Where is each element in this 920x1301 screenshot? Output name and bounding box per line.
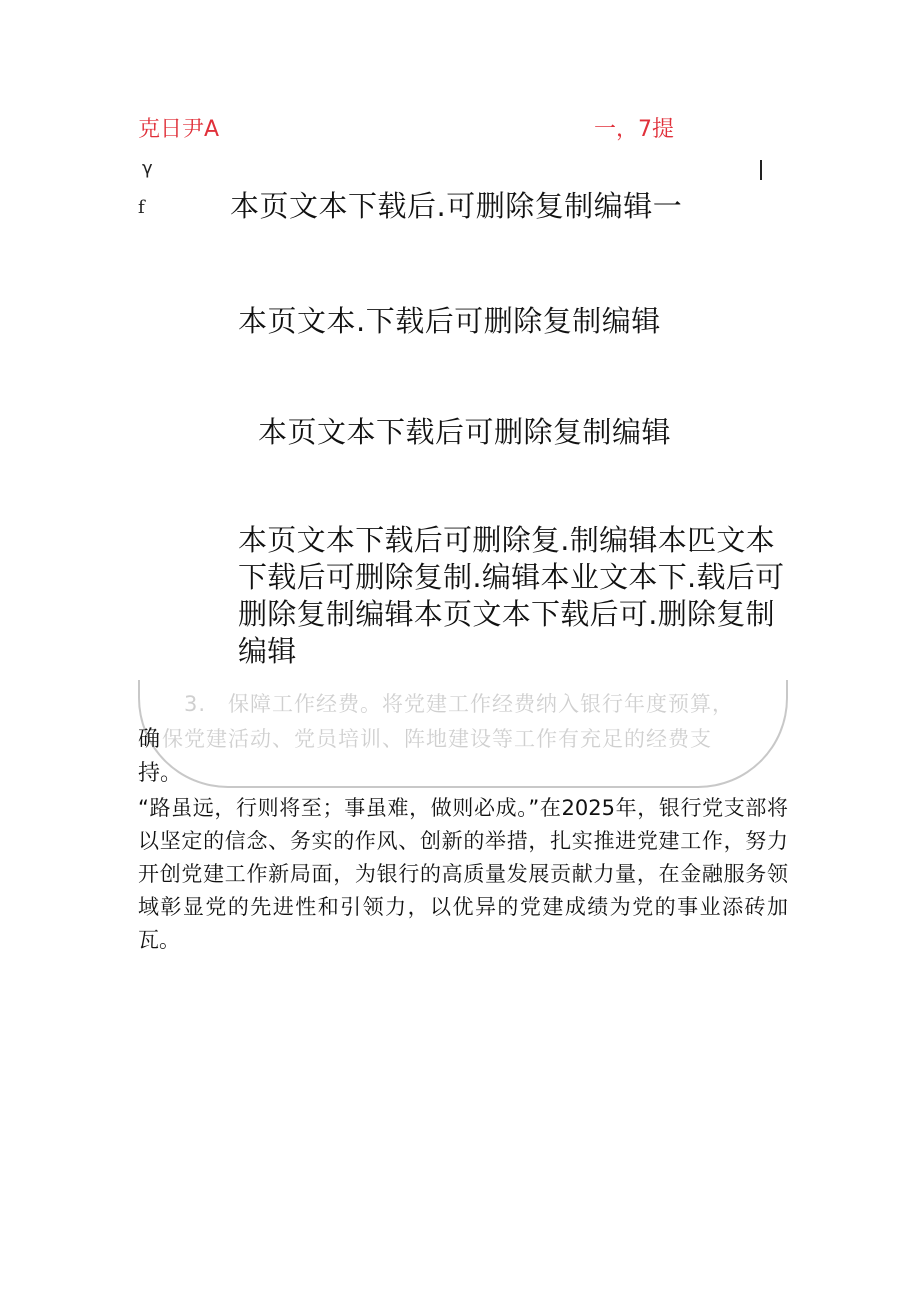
header-right-mark: 一，7提 xyxy=(594,117,674,142)
watermark-paragraph: 本页文本下载后可删除复.制编辑本匹文本下载后可删除复制.编辑本业文本下.载后可删除复制编辑本页文本下载后可.删除复制编辑 xyxy=(238,523,785,668)
closing-paragraph: “路虽远，行则将至；事虽难，做则必成。”在2025年，银行党支部将以坚定的信念、务实的作风、创新的举措，扎实推进党建工作，努力开创党建工作新局面，为银行的高质量发展贡献力量，在金融服务领域彰显党的先进性和引领力，以优异的党建成绩为党的事业添砖加瓦。 xyxy=(138,796,788,952)
faded-line-2: 保党建活动、党员培训、阵地建设等工作有充足的经费支 xyxy=(162,727,712,751)
watermark-banner-1: 本页文本下载后.可删除复制编辑一 xyxy=(230,189,683,223)
faded-line-1: 3. 保障工作经费。将党建工作经费纳入银行年度预算， xyxy=(184,692,735,716)
faded-line-2-first-char: 确 xyxy=(138,727,161,752)
watermark-banner-2: 本页文本.下载后可删除复制编辑 xyxy=(238,304,661,338)
f-mark: f xyxy=(138,197,145,218)
faded-section xyxy=(138,680,788,788)
gamma-mark: γ xyxy=(142,158,153,179)
faded-line-3: 持。 xyxy=(138,761,183,786)
header-left-mark: 克日尹A xyxy=(138,117,220,142)
vertical-tick-mark xyxy=(760,160,762,180)
watermark-banner-3: 本页文本下载后可删除复制编辑 xyxy=(258,415,672,449)
